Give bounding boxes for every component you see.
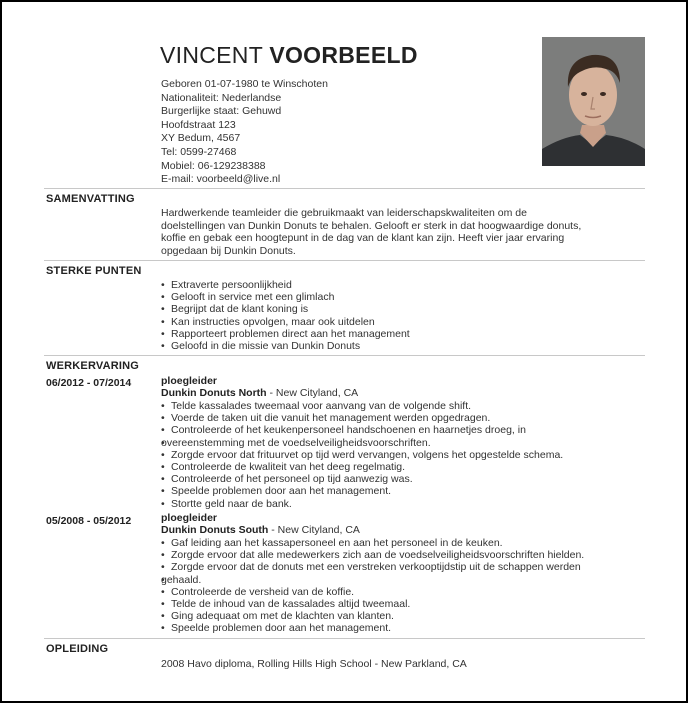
list-item: • Gelooft in service met een glimlach (161, 291, 645, 303)
list-item: • Gaf leiding aan het kassapersoneel en aan het personeel in de keuken. (161, 537, 645, 549)
list-item: • Rapporteert problemen direct aan het management (161, 328, 645, 340)
contact-block (161, 78, 328, 187)
job-duties-list (161, 400, 645, 510)
job-dates: 05/2008 - 05/2012 (46, 515, 132, 527)
continuation-text: overeenstemming met de voedselveiligheidsvoorschriften. (161, 436, 431, 449)
contact-street: Hoofdstraat 123 (161, 118, 236, 131)
candidate-name (160, 42, 418, 69)
summary-line: Hardwerkende teamleider die gebruikmaakt van leiderschapskwaliteiten om de (161, 207, 527, 219)
job-company (161, 387, 358, 399)
education-text: 2008 Havo diploma, Rolling Hills High School - New Parkland, CA (161, 658, 467, 670)
list-item: • Extraverte persoonlijkheid (161, 279, 645, 291)
list-item-continuation (161, 574, 645, 586)
summary-line: opgedaan bij Dunkin Donuts. (161, 244, 296, 257)
list-item: • Controleerde of het keukenpersoneel handschoenen en haarnetjes droeg, in (161, 424, 645, 436)
divider-education (44, 638, 645, 639)
first-name: VINCENT (160, 42, 263, 68)
list-item: • Stortte geld naar de bank. (161, 498, 645, 510)
contact-nationality: Nationaliteit: Nederlandse (161, 91, 282, 104)
list-item: • Zorgde ervoor dat alle medewerkers zich aan de voedselveiligheidsvoorschriften hielden. (161, 549, 645, 561)
divider-summary (44, 188, 645, 189)
list-item: • Geloofd in die missie van Dunkin Donuts (161, 340, 645, 352)
job-title: ploegleider (161, 375, 218, 387)
contact-marital-status: Burgerlijke staat: Gehuwd (161, 105, 282, 118)
last-name: VOORBEELD (269, 42, 418, 68)
list-item: • Controleerde de kwaliteit van het deeg regelmatig. (161, 461, 645, 473)
contact-phone: Tel: 0599-27468 (161, 145, 237, 158)
list-item: • Ging adequaat om met de klachten van klanten. (161, 610, 645, 622)
summary-line: koffie en gebak een hoogtepunt in de dag van de klant kan zijn. Heeft vier jaar ervaring (161, 232, 565, 245)
summary-heading: SAMENVATTING (46, 193, 135, 205)
summary-line: doelstellingen van Dunkin Donuts te behalen. Gelooft er sterk in dat hoogwaardige donuts, (161, 219, 582, 232)
job-dates: 06/2012 - 07/2014 (46, 377, 132, 389)
strengths-heading: STERKE PUNTEN (46, 265, 142, 277)
list-item: • Kan instructies opvolgen, maar ook uitdelen (161, 316, 645, 328)
job-company (161, 524, 360, 536)
list-item: • Speelde problemen door aan het management. (161, 485, 645, 497)
contact-birth: Geboren 01-07-1980 te Winschoten (161, 78, 328, 90)
portrait-icon (542, 37, 645, 166)
list-item: • Begrijpt dat de klant koning is (161, 303, 645, 315)
summary-text (161, 207, 645, 257)
profile-photo (542, 37, 645, 166)
list-item: • Telde kassalades tweemaal voor aanvang van de volgende shift. (161, 400, 645, 412)
job-title: ploegleider (161, 512, 218, 524)
company-name: Dunkin Donuts South (161, 524, 269, 536)
divider-experience (44, 355, 645, 356)
company-location: - New Cityland, CA (268, 524, 360, 536)
continuation-text: gehaald. (161, 573, 202, 586)
list-item-continuation (161, 437, 645, 449)
contact-email: E-mail: voorbeeld@live.nl (161, 173, 281, 186)
list-item: • Voerde de taken uit die vanuit het management werden opgedragen. (161, 412, 645, 424)
strengths-list (161, 279, 645, 352)
contact-mobile: Mobiel: 06-129238388 (161, 159, 266, 172)
list-item: • Controleerde de versheid van de koffie. (161, 586, 645, 598)
list-item: • Controleerde of het personeel op tijd aanwezig was. (161, 473, 645, 485)
list-item: • Telde de inhoud van de kassalades altijd tweemaal. (161, 598, 645, 610)
job-duties-list (161, 537, 645, 635)
contact-postcode: XY Bedum, 4567 (161, 132, 241, 145)
divider-strengths (44, 260, 645, 261)
list-item: • Zorgde ervoor dat frituurvet op tijd werd vervangen, volgens het opgestelde schema. (161, 449, 645, 461)
experience-heading: WERKERVARING (46, 360, 140, 372)
company-name: Dunkin Donuts North (161, 387, 267, 399)
list-item: • Zorgde ervoor dat de donuts met een verstreken verkooptijdstip uit de schappen werden (161, 561, 645, 573)
company-location: - New Cityland, CA (266, 387, 359, 399)
list-item: • Speelde problemen door aan het management. (161, 622, 645, 634)
education-heading: OPLEIDING (46, 643, 109, 655)
